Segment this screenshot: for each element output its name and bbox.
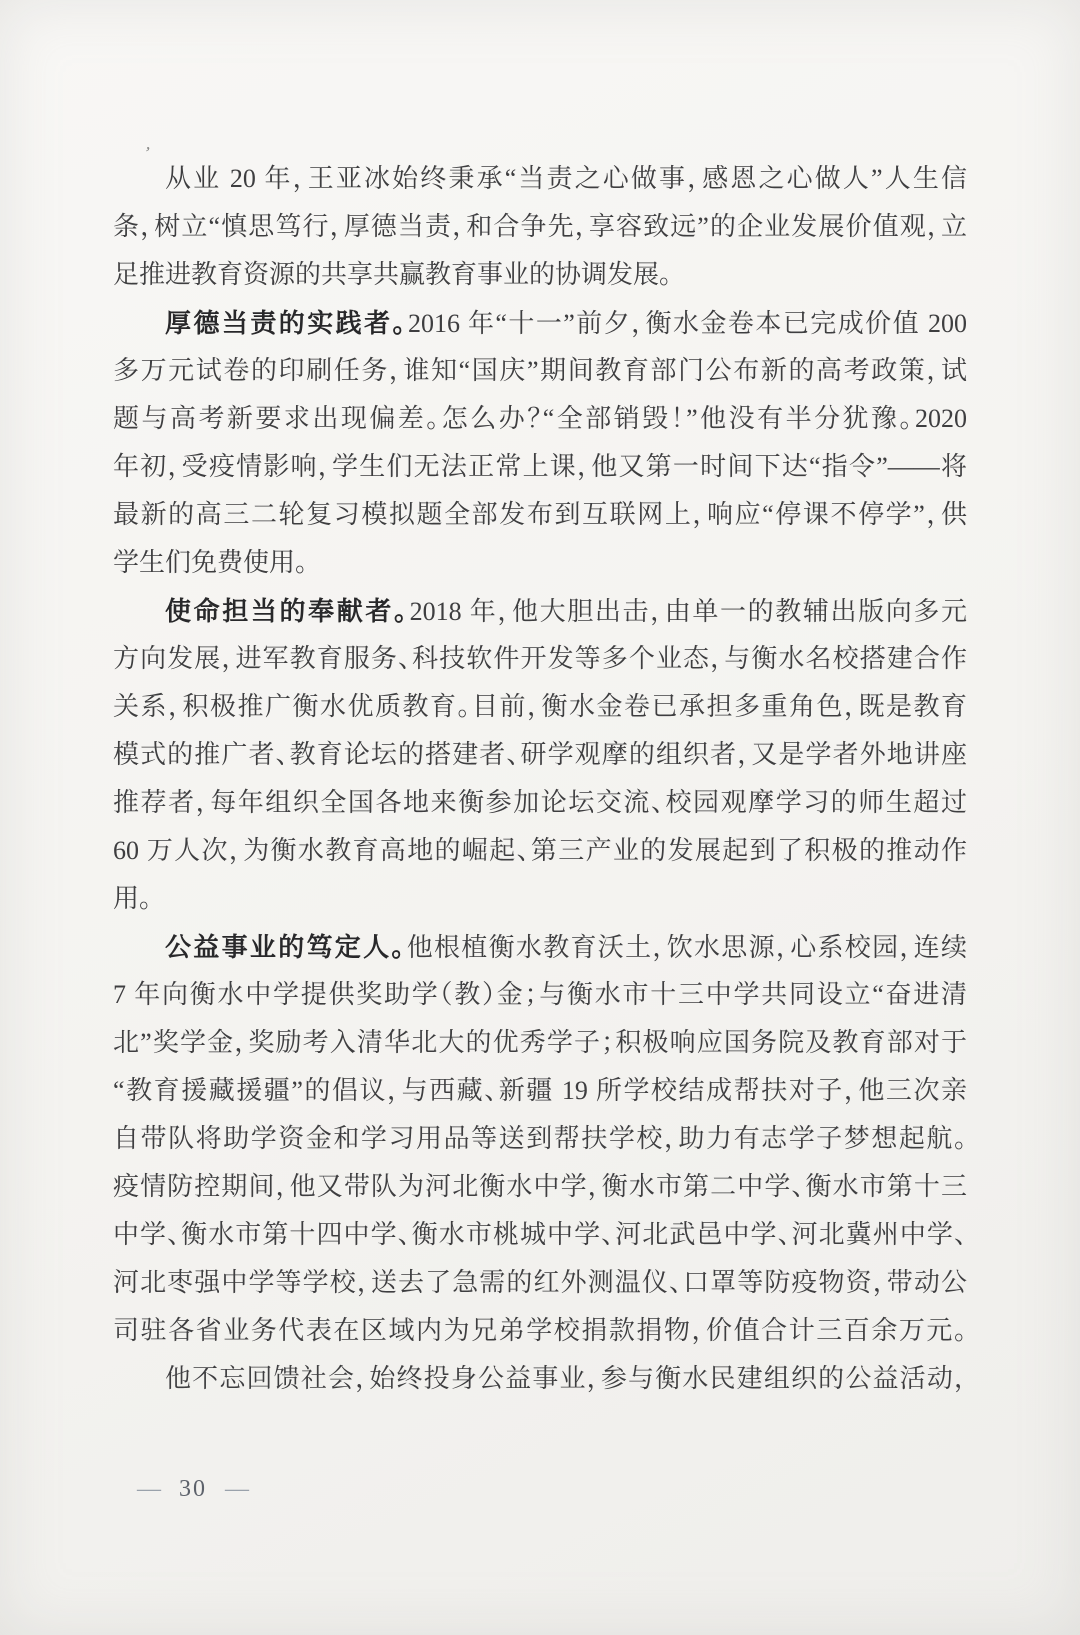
paragraph-heading: 公益事业的笃定人。: [165, 932, 407, 962]
line-text: 用。: [113, 884, 153, 913]
text-line: [113, 779, 967, 827]
scan-speck: ’: [142, 142, 153, 164]
text-line: [113, 203, 967, 251]
text-line: [113, 155, 967, 203]
line-text: 多万元试卷的印刷任务，谁知“国庆”期间教育部门公布新的高考政策，试: [113, 356, 967, 385]
footer-dash-right: —: [225, 1475, 249, 1502]
line-text: 他不忘回馈社会，始终投身公益事业，参与衡水民建组织的公益活动，: [165, 1364, 967, 1393]
line-text: 最新的高三二轮复习模拟题全部发布到互联网上，响应“停课不停学”，供: [113, 500, 967, 529]
line-text: 2018 年，他大胆出击，由单一的教辅出版向多元: [409, 597, 967, 626]
line-text: 自带队将助学资金和学习用品等送到帮扶学校，助力有志学子梦想起航。: [113, 1124, 967, 1153]
line-text: “教育援藏援疆”的倡议，与西藏、新疆 19 所学校结成帮扶对子，他三次亲: [113, 1076, 967, 1105]
text-line: [113, 443, 967, 491]
line-text: 中学、衡水市第十四中学、衡水市桃城中学、河北武邑中学、河北冀州中学、: [113, 1220, 967, 1249]
line-text: 疫情防控期间，他又带队为河北衡水中学，衡水市第二中学、衡水市第十三: [113, 1172, 967, 1201]
line-text: 年初，受疫情影响，学生们无法正常上课，他又第一时间下达“指令”——将: [113, 452, 967, 481]
text-line: [113, 875, 967, 923]
text-line: [113, 251, 967, 299]
line-text: 模式的推广者、教育论坛的搭建者、研学观摩的组织者，又是学者外地讲座: [113, 740, 967, 769]
line-text: 2016 年“十一”前夕，衡水金卷本已完成价值 200: [408, 309, 967, 338]
text-line: [113, 827, 967, 875]
paragraph: [113, 1355, 967, 1403]
line-text: 60 万人次，为衡水教育高地的崛起、第三产业的发展起到了积极的推动作: [113, 836, 967, 865]
text-line: [113, 971, 967, 1019]
footer-dash-left: —: [137, 1475, 161, 1502]
text-line: [113, 539, 967, 587]
line-text: 司驻各省业务代表在区域内为兄弟学校捐款捐物，价值合计三百余万元。: [113, 1316, 967, 1345]
paragraph: [113, 155, 967, 299]
text-line: [113, 299, 967, 347]
text-line: [113, 1067, 967, 1115]
line-text: 题与高考新要求出现偏差。怎么办？“全部销毁！”他没有半分犹豫。2020: [113, 404, 967, 433]
text-line: [113, 1115, 967, 1163]
text-line: [113, 1355, 967, 1403]
text-line: [113, 395, 967, 443]
text-line: [113, 923, 967, 971]
paragraph: [113, 587, 967, 923]
line-text: 足推进教育资源的共享共赢教育事业的协调发展。: [113, 260, 673, 289]
paragraph: [113, 299, 967, 587]
text-line: [113, 635, 967, 683]
text-line: [113, 1307, 967, 1355]
text-line: [113, 1019, 967, 1067]
text-line: [113, 491, 967, 539]
text-line: [113, 683, 967, 731]
paragraph-heading: 厚德当责的实践者。: [165, 308, 409, 338]
line-text: 关系，积极推广衡水优质教育。目前，衡水金卷已承担多重角色，既是教育: [113, 692, 967, 721]
line-text: 从业 20 年，王亚冰始终秉承“当责之心做事，感恩之心做人”人生信: [165, 164, 967, 193]
text-line: [113, 1163, 967, 1211]
line-text: 条，树立“慎思笃行，厚德当责，和合争先，享容致远”的企业发展价值观，立: [113, 212, 967, 241]
text-line: [113, 1211, 967, 1259]
text-line: [113, 587, 967, 635]
text-line: [113, 347, 967, 395]
page-footer: [137, 1472, 249, 1506]
page-number: 30: [179, 1475, 207, 1502]
line-text: 北”奖学金，奖励考入清华北大的优秀学子；积极响应国务院及教育部对于: [113, 1028, 967, 1057]
line-text: 推荐者，每年组织全国各地来衡参加论坛交流、校园观摩学习的师生超过: [113, 788, 967, 817]
text-block: [113, 155, 967, 1403]
text-line: [113, 1259, 967, 1307]
paragraph: [113, 923, 967, 1355]
text-line: [113, 731, 967, 779]
line-text: 学生们免费使用。: [113, 548, 309, 577]
line-text: 他根植衡水教育沃土，饮水思源，心系校园，连续: [406, 933, 967, 962]
line-text: 河北枣强中学等学校，送去了急需的红外测温仪、口罩等防疫物资，带动公: [113, 1268, 967, 1297]
line-text: 7 年向衡水中学提供奖助学（教）金；与衡水市十三中学共同设立“奋进清: [113, 980, 967, 1009]
paragraph-heading: 使命担当的奉献者。: [165, 596, 410, 626]
line-text: 方向发展，进军教育服务、科技软件开发等多个业态，与衡水名校搭建合作: [113, 644, 967, 673]
